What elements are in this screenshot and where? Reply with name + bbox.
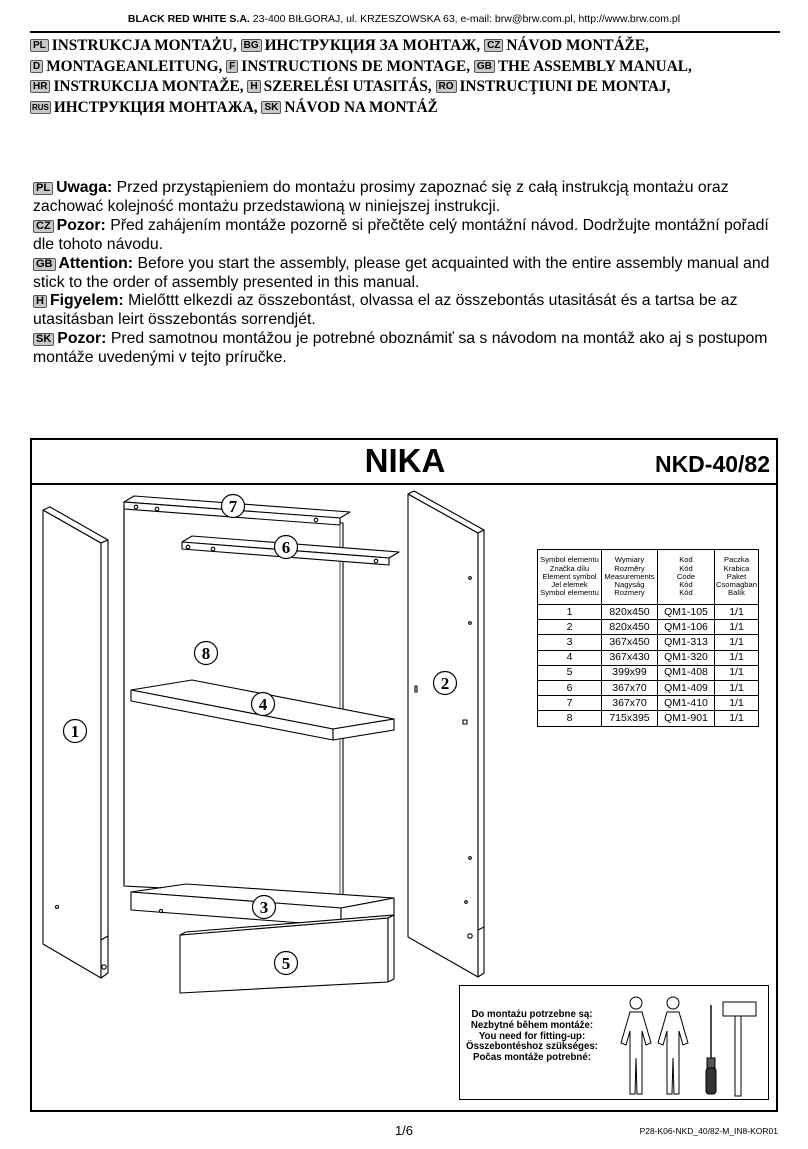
table-cell: 6: [538, 680, 602, 695]
callout-label-2: 2: [440, 674, 450, 693]
header-caption: Kód: [679, 588, 693, 598]
table-row: [538, 635, 759, 650]
table-row: [538, 680, 759, 695]
table-cell: 3: [538, 635, 602, 650]
document-code: P28-K06-NKD_40/82-M_IN8-KOR01: [639, 1126, 778, 1136]
header-caption: Krabica: [723, 563, 750, 573]
note-text: Pred samotnou montážou je potrebné oboznámiť sa s návodom na montáž ako aj s postupom montáže uvedenými v tejto príručke.: [33, 330, 768, 367]
table-cell: 4: [538, 650, 602, 665]
header-caption: Rozmery: [614, 588, 645, 598]
table-cell: QM1-410: [658, 696, 715, 711]
tools-line: Nezbytné během montáže:: [470, 1019, 594, 1031]
header-caption: Measurements: [604, 571, 655, 581]
note-label: Pozor:: [56, 216, 106, 234]
language-tag: PL: [30, 39, 49, 52]
parts-table-header-cell: [602, 550, 658, 605]
tools-line: Összebontéshoz szükséges:: [466, 1041, 598, 1053]
table-cell: 1/1: [715, 605, 759, 620]
tools-line: Do montażu potrzebne są:: [471, 1009, 593, 1020]
language-tag: D: [30, 60, 43, 73]
table-row: [538, 711, 759, 726]
table-cell: QM1-409: [658, 680, 715, 695]
table-cell: QM1-313: [658, 635, 715, 650]
header-caption: Kód: [679, 563, 693, 573]
callout-label-1: 1: [70, 722, 80, 741]
table-cell: QM1-106: [658, 620, 715, 635]
tools-line: Počas montáže potrebné:: [473, 1052, 591, 1064]
language-tag: PL: [33, 182, 53, 195]
note-label: Uwaga:: [56, 179, 113, 196]
company-address: 23-400 BIŁGORAJ, ul. KRZESZOWSKA 63, e-mail: brw@brw.com.pl, http://www.brw.com.pl: [252, 13, 681, 25]
title-text: MONTAGEANLEITUNG,: [46, 57, 223, 75]
table-cell: 1/1: [715, 650, 759, 665]
header-caption: Značka dílu: [549, 563, 590, 573]
language-tag: F: [226, 60, 238, 73]
table-cell: 1/1: [715, 696, 759, 711]
table-cell: 1: [538, 605, 602, 620]
table-cell: 1/1: [715, 665, 759, 680]
parts-table: [537, 549, 759, 727]
note-text: Przed przystąpieniem do montażu prosimy zapoznać się z całą instrukcją montażu oraz zachować kolejność montażu przedstawioną w niniejszej instrukcji.: [33, 179, 729, 215]
page-number: 1/6: [394, 1123, 414, 1138]
header-caption: Kod: [679, 555, 693, 565]
product-name: NIKA: [364, 442, 446, 479]
language-tag: GB: [474, 60, 495, 73]
product-code: NKD-40/82: [654, 451, 770, 477]
callout-label-3: 3: [259, 898, 269, 917]
parts-table-header: [538, 550, 759, 605]
table-cell: QM1-320: [658, 650, 715, 665]
header-caption: Kód: [679, 580, 693, 590]
note-text: Before you start the assembly, please get acquainted with the entire assembly manual and stick to the order of assembly presented in this manual.: [33, 254, 770, 291]
table-cell: 2: [538, 620, 602, 635]
header-caption: Element symbol: [542, 571, 597, 581]
title-text: ИНСТРУКЦИЯ ЗА МОНТАЖ,: [264, 37, 481, 54]
table-cell: 715x395: [602, 711, 658, 726]
language-tag: H: [33, 295, 47, 308]
table-cell: 1/1: [715, 711, 759, 726]
header-caption: Symbol elementu: [540, 555, 599, 565]
header-caption: Rozměry: [614, 563, 645, 573]
header-caption: Csomagban: [716, 580, 757, 590]
table-cell: QM1-408: [658, 665, 715, 680]
table-cell: 1/1: [715, 680, 759, 695]
callout-label-5: 5: [281, 954, 291, 973]
header-caption: Paket: [726, 571, 747, 581]
table-row: [538, 650, 759, 665]
tools-required-text: [462, 1010, 602, 1064]
tools-line: You need for fitting-up:: [478, 1030, 586, 1042]
callout-label-7: 7: [228, 497, 238, 516]
language-tag: BG: [241, 39, 262, 52]
side-panel-2: [408, 491, 484, 977]
table-cell: 399x99: [602, 665, 658, 680]
language-tag: CZ: [33, 220, 54, 233]
parts-table-header-cell: [538, 550, 602, 605]
header-caption: Symbol elementu: [540, 588, 599, 598]
language-tag: GB: [33, 258, 56, 271]
table-cell: 820x450: [602, 605, 658, 620]
note-text: Mielőttt elkezdi az összebontást, olvassa el az összebontás utasitását és a tartsa be az utasitásban leirt összebontás sorrendjét.: [33, 292, 738, 329]
title-text: ИНСТРУКЦИЯ МОНТАЖА,: [53, 98, 258, 116]
table-cell: 7: [538, 696, 602, 711]
callout-label-6: 6: [281, 538, 291, 557]
header-caption: Wymiary: [614, 555, 645, 565]
language-tag: CZ: [484, 39, 503, 52]
title-text: NÁVOD MONTÁŽE,: [506, 37, 649, 54]
table-row: [538, 696, 759, 711]
title-text: INSTRUCŢIUNI DE MONTAJ,: [459, 78, 671, 95]
language-tag: H: [247, 80, 260, 93]
table-cell: 367x70: [602, 696, 658, 711]
callout-label-8: 8: [201, 644, 211, 663]
header-caption: Nagyság: [614, 580, 645, 590]
language-tag: SK: [33, 333, 54, 346]
company-name: BLACK RED WHITE S.A.: [127, 13, 250, 25]
language-tag: RO: [436, 80, 457, 93]
header-caption: Balík: [728, 588, 745, 598]
header-caption: Code: [676, 571, 696, 581]
table-cell: 1/1: [715, 620, 759, 635]
note-label: Attention:: [58, 254, 134, 272]
title-text: NÁVOD NA MONTÁŽ: [284, 98, 438, 116]
note-label: Figyelem:: [49, 292, 124, 310]
header-caption: Paczka: [724, 555, 749, 565]
title-text: INSTRUCTIONS DE MONTAGE,: [241, 57, 471, 75]
title-text: SZERELÉSI UTASITÁS,: [263, 78, 432, 95]
language-tag: RUS: [32, 102, 49, 112]
table-cell: 8: [538, 711, 602, 726]
table-row: [538, 665, 759, 680]
table-cell: QM1-901: [658, 711, 715, 726]
note-text: Před zahájením montáže pozorně si přečtěte celý montážní návod. Dodržujte montážní pořadí dle tohoto návodu.: [33, 216, 769, 253]
table-cell: 367x430: [602, 650, 658, 665]
table-cell: QM1-105: [658, 605, 715, 620]
language-tag: SK: [261, 101, 281, 114]
table-cell: 5: [538, 665, 602, 680]
language-tag: HR: [30, 80, 50, 93]
table-cell: 367x70: [602, 680, 658, 695]
table-cell: 820x450: [602, 620, 658, 635]
callout-label-4: 4: [258, 695, 268, 714]
table-row: [538, 620, 759, 635]
title-text: INSTRUKCIJA MONTAŽE,: [53, 78, 244, 95]
title-text: THE ASSEMBLY MANUAL,: [497, 57, 692, 75]
parts-table-header-cell: [658, 550, 715, 605]
table-row: [538, 605, 759, 620]
note-label: Pozor:: [57, 330, 107, 348]
table-cell: 367x450: [602, 635, 658, 650]
title-text: INSTRUKCJA MONTAŻU,: [51, 37, 237, 54]
parts-table-header-cell: [715, 550, 759, 605]
table-cell: 1/1: [715, 635, 759, 650]
header-caption: Jel elemek: [551, 580, 588, 590]
